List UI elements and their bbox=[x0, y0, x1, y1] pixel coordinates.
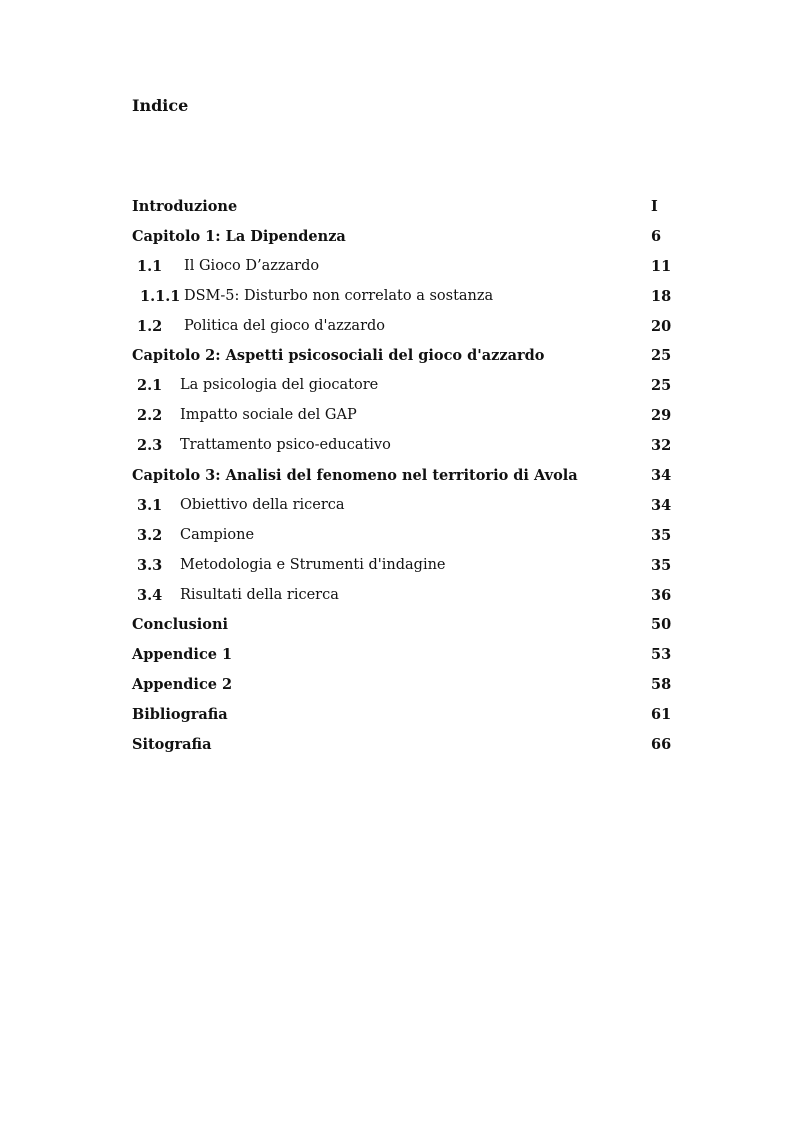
toc-entry-number: 1.1.1 bbox=[140, 287, 181, 305]
toc-entry-number: 1.2 bbox=[137, 317, 163, 335]
toc-entry-number: 3.3 bbox=[137, 556, 163, 574]
toc-entry-page: 35 bbox=[651, 526, 672, 544]
toc-entry-number: 3.2 bbox=[137, 526, 163, 544]
toc-entry-appendice-1[interactable] bbox=[132, 640, 672, 670]
toc-entry-label: La psicologia del giocatore bbox=[180, 377, 379, 394]
toc-entry-page: 25 bbox=[651, 347, 672, 365]
toc-entry-conclusioni[interactable] bbox=[132, 610, 672, 640]
toc-entry-3-3[interactable] bbox=[132, 551, 672, 581]
toc-entry-page: 11 bbox=[651, 257, 672, 275]
toc-entry-page: 35 bbox=[651, 556, 672, 574]
toc-entry-1-1[interactable] bbox=[132, 252, 672, 282]
toc-entry-page: 18 bbox=[651, 287, 672, 305]
toc-entry-page: 53 bbox=[651, 646, 672, 664]
toc-entry-label: Il Gioco D’azzardo bbox=[184, 257, 320, 274]
toc-entry-label: Bibliografia bbox=[132, 706, 228, 724]
toc-entry-label: Metodologia e Strumenti d'indagine bbox=[180, 556, 446, 573]
toc-entry-bibliografia[interactable] bbox=[132, 700, 672, 730]
toc-entry-page: 61 bbox=[651, 706, 672, 724]
toc-entry-capitolo-3[interactable] bbox=[132, 461, 672, 491]
toc-entry-label: Capitolo 3: Analisi del fenomeno nel territorio di Avola bbox=[132, 467, 578, 485]
toc-entry-label: Campione bbox=[180, 526, 255, 543]
toc-entry-page: 34 bbox=[651, 467, 672, 485]
toc-entry-label: Sitografia bbox=[132, 736, 212, 754]
toc-entry-2-1[interactable] bbox=[132, 371, 672, 401]
toc-entry-page: 36 bbox=[651, 586, 672, 604]
toc-entry-3-2[interactable] bbox=[132, 521, 672, 551]
toc-entry-capitolo-2[interactable] bbox=[132, 341, 672, 371]
toc-entry-page: 29 bbox=[651, 407, 672, 425]
toc-entry-label: Trattamento psico-educativo bbox=[180, 437, 391, 454]
table-of-contents bbox=[132, 192, 672, 760]
toc-entry-2-2[interactable] bbox=[132, 401, 672, 431]
toc-entry-1-1-1[interactable] bbox=[132, 282, 672, 312]
toc-entry-label: DSM-5: Disturbo non correlato a sostanza bbox=[184, 287, 494, 304]
toc-entry-page: 66 bbox=[651, 736, 672, 754]
toc-entry-sitografia[interactable] bbox=[132, 730, 672, 760]
toc-entry-2-3[interactable] bbox=[132, 431, 672, 461]
toc-entry-page: 34 bbox=[651, 496, 672, 514]
toc-entry-number: 2.3 bbox=[137, 437, 163, 455]
toc-entry-3-4[interactable] bbox=[132, 581, 672, 611]
toc-entry-label: Politica del gioco d'azzardo bbox=[184, 317, 386, 334]
toc-entry-page: 25 bbox=[651, 377, 672, 395]
toc-entry-label: Conclusioni bbox=[132, 616, 229, 634]
toc-entry-capitolo-1[interactable] bbox=[132, 222, 672, 252]
toc-entry-page: I bbox=[651, 198, 658, 215]
toc-entry-label: Introduzione bbox=[132, 198, 238, 215]
toc-entry-3-1[interactable] bbox=[132, 491, 672, 521]
toc-entry-page: 6 bbox=[651, 227, 662, 245]
toc-entry-appendice-2[interactable] bbox=[132, 670, 672, 700]
page-title: Indice bbox=[132, 96, 189, 115]
toc-entry-number: 1.1 bbox=[137, 257, 163, 275]
toc-entry-number: 3.1 bbox=[137, 496, 163, 514]
toc-entry-label: Capitolo 2: Aspetti psicosociali del gioco d'azzardo bbox=[132, 347, 545, 365]
toc-entry-1-2[interactable] bbox=[132, 312, 672, 342]
toc-entry-label: Appendice 2 bbox=[132, 676, 233, 694]
toc-entry-number: 3.4 bbox=[137, 586, 163, 604]
toc-entry-label: Risultati della ricerca bbox=[180, 586, 339, 603]
toc-entry-page: 20 bbox=[651, 317, 672, 335]
toc-entry-label: Capitolo 1: La Dipendenza bbox=[132, 227, 346, 245]
toc-entry-label: Obiettivo della ricerca bbox=[180, 496, 345, 513]
toc-entry-label: Impatto sociale del GAP bbox=[180, 407, 357, 424]
toc-entry-introduzione[interactable] bbox=[132, 192, 672, 222]
toc-entry-number: 2.1 bbox=[137, 377, 163, 395]
toc-entry-number: 2.2 bbox=[137, 407, 163, 425]
toc-entry-page: 50 bbox=[651, 616, 672, 634]
toc-entry-page: 58 bbox=[651, 676, 672, 694]
toc-entry-page: 32 bbox=[651, 437, 672, 455]
toc-entry-label: Appendice 1 bbox=[132, 646, 233, 664]
